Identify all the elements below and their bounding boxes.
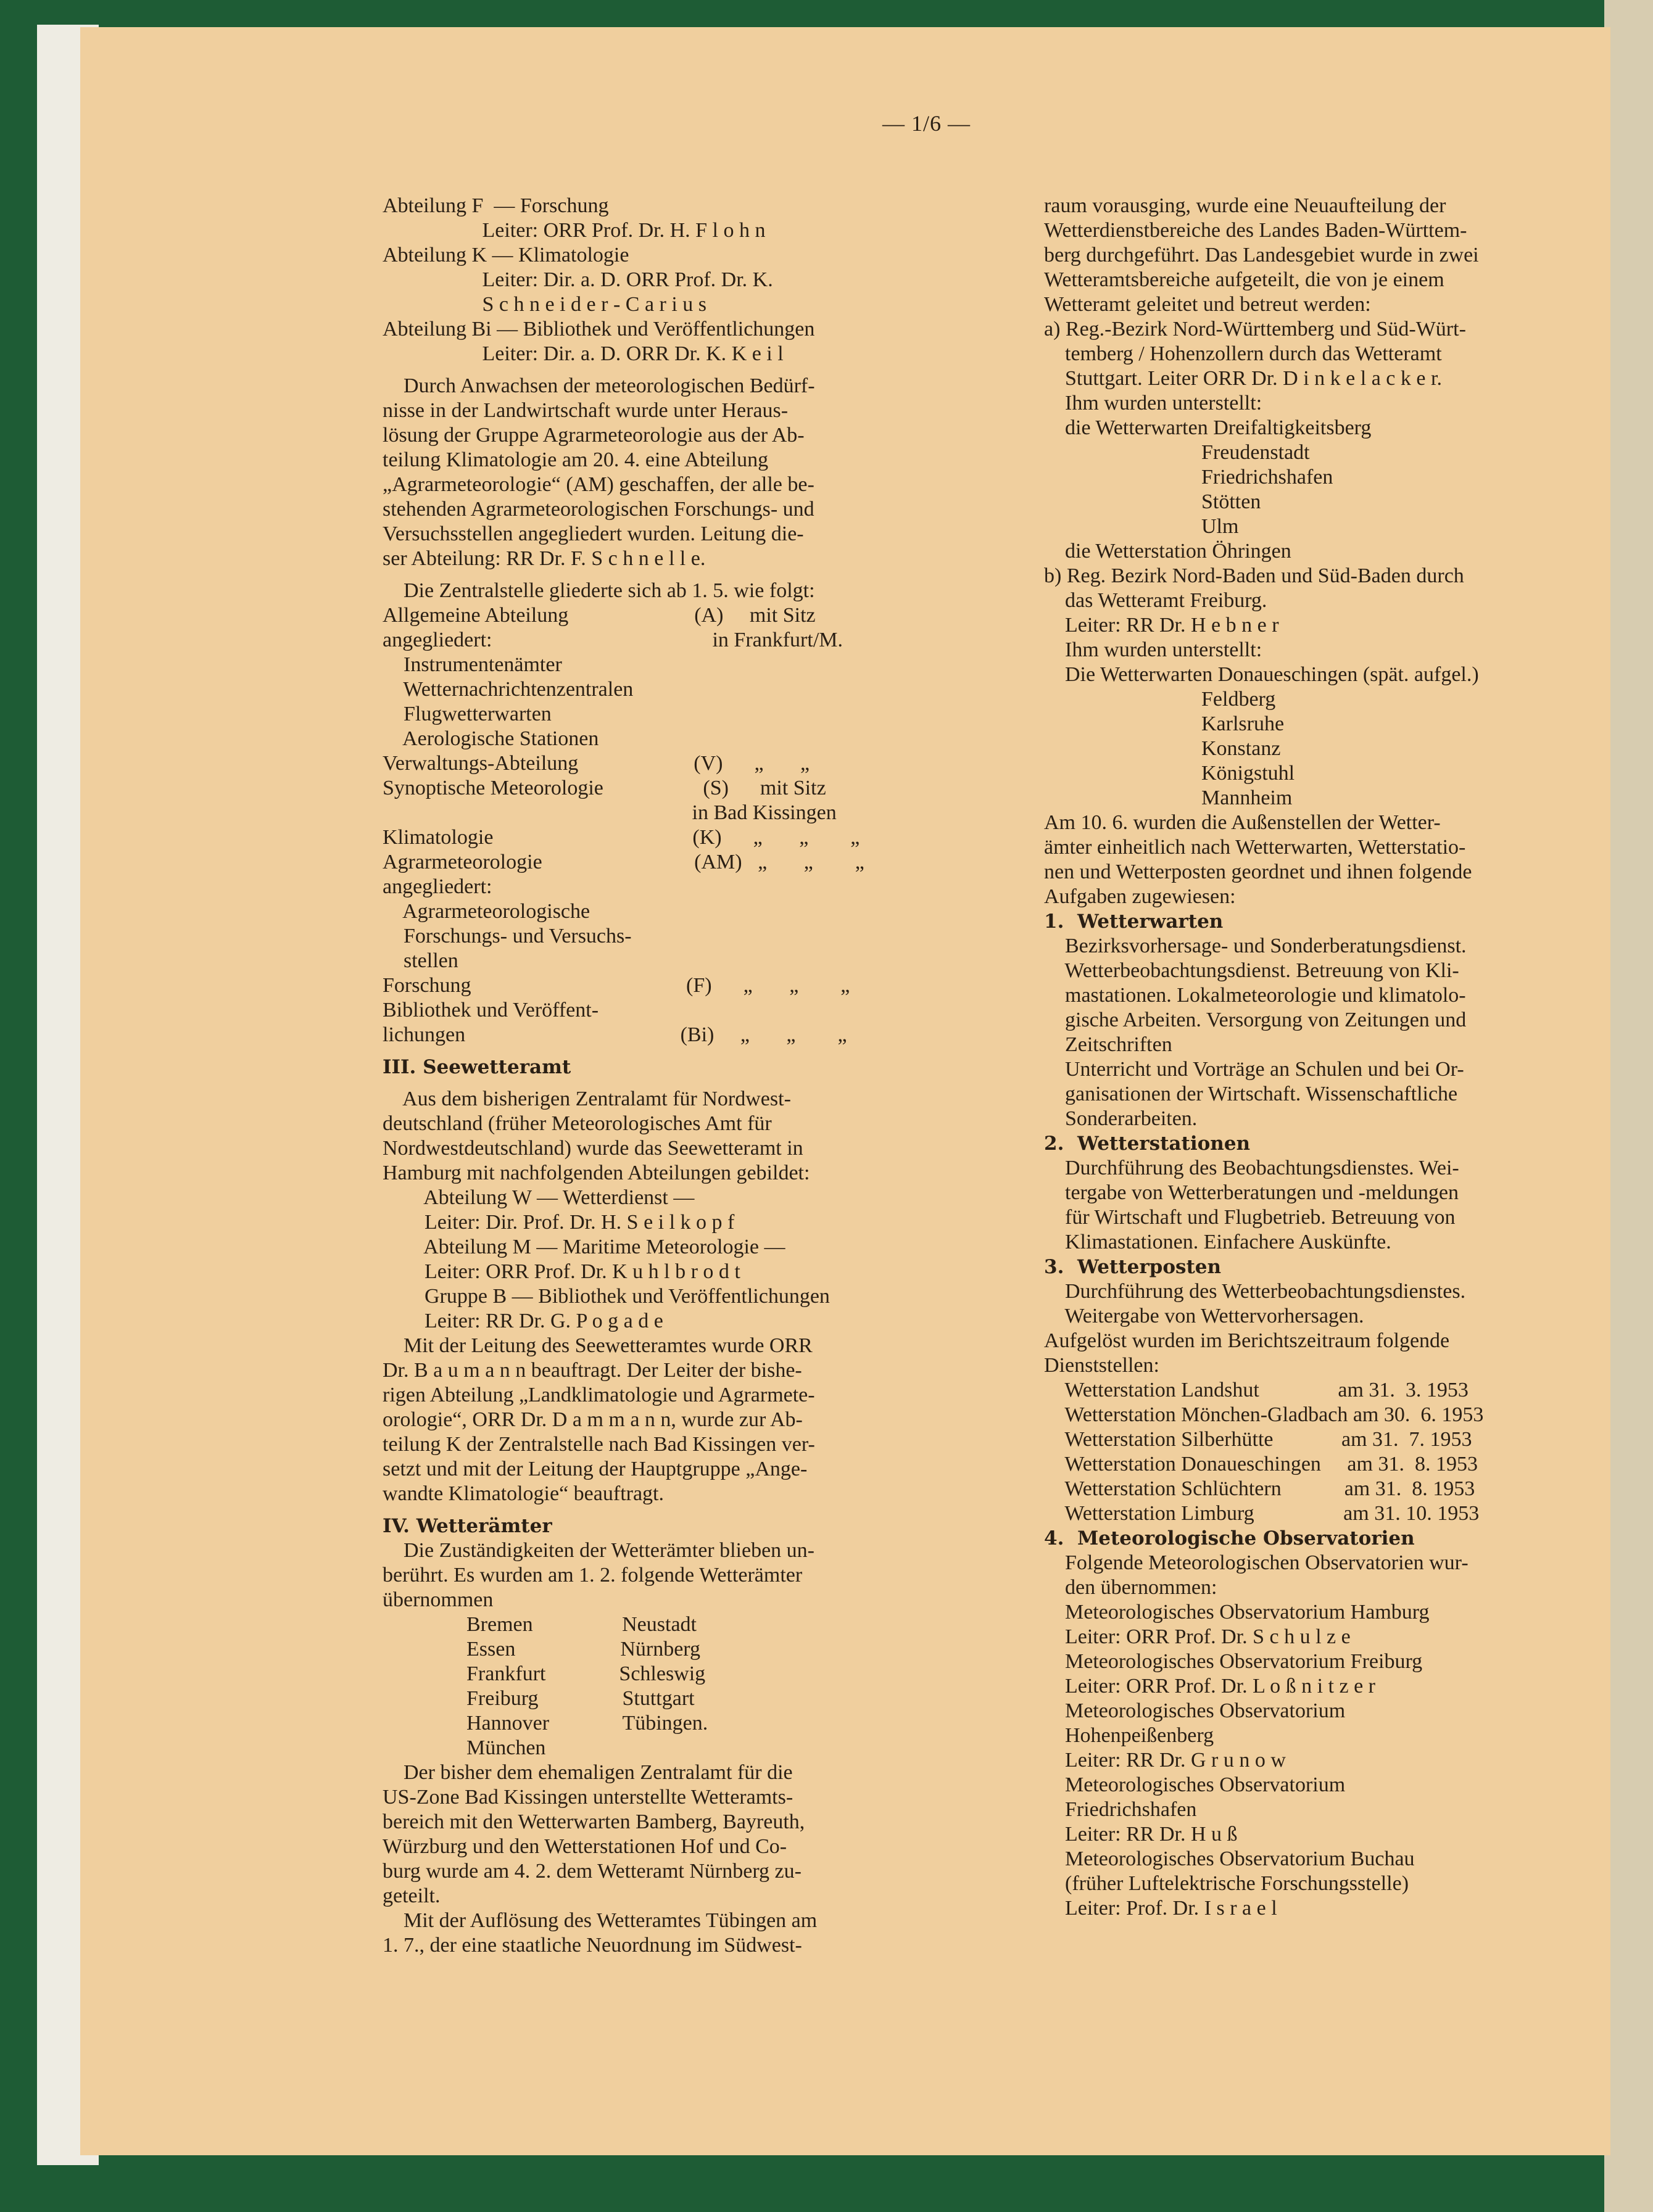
right-column-line: Durchführung des Wetterbeobachtungsdienstes.	[1044, 1280, 1466, 1303]
left-column-line: Versuchsstellen angegliedert wurden. Leitung die-	[383, 522, 804, 545]
right-column-line: Ihm wurden unterstellt:	[1044, 392, 1262, 415]
right-column-line: Leiter: ORR Prof. Dr. L o ß n i t z e r	[1044, 1675, 1375, 1698]
right-column-line: Feldberg	[1044, 688, 1276, 711]
right-column-line: Leiter: Prof. Dr. I s r a e l	[1044, 1897, 1277, 1920]
left-column-line: nisse in der Landwirtschaft wurde unter Heraus-	[383, 399, 789, 422]
left-column-line: Die Zuständigkeiten der Wetterämter blieben un-	[383, 1539, 815, 1562]
left-column-line: orologie“, ORR Dr. D a m m a n n, wurde zur Ab-	[383, 1408, 803, 1431]
right-column-line: Aufgelöst wurden im Berichtszeitraum folgende	[1044, 1329, 1450, 1352]
right-column-line: Die Wetterwarten Donaueschingen (spät. aufgel.)	[1044, 663, 1479, 686]
right-column-line: Wetterstation Limburg am 31. 10. 1953	[1044, 1502, 1480, 1525]
left-column-line: Dr. B a u m a n n beauftragt. Der Leiter der bishe-	[383, 1359, 802, 1382]
left-column-line: Aerologische Stationen	[383, 727, 599, 750]
right-column-line: Wetterstation Silberhütte am 31. 7. 1953	[1044, 1428, 1472, 1451]
left-column-line: übernommen	[383, 1588, 494, 1611]
right-column-line: Leiter: RR Dr. G r u n o w	[1044, 1749, 1286, 1772]
left-column-line: Instrumentenämter	[383, 653, 562, 676]
right-column-line: die Wetterstation Öhringen	[1044, 540, 1291, 563]
right-column-line: a) Reg.-Bezirk Nord-Württemberg und Süd-Würt-	[1044, 318, 1466, 340]
left-column-line: Durch Anwachsen der meteorologischen Bedürf-	[383, 374, 815, 397]
left-column	[383, 194, 963, 1958]
left-column-line: Mit der Leitung des Seewetteramtes wurde ORR	[383, 1334, 813, 1357]
right-column-line: Karlsruhe	[1044, 712, 1285, 735]
right-column-line: tergabe von Wetterberatungen und -meldungen	[1044, 1181, 1459, 1204]
left-column-line: setzt und mit der Leitung der Hauptgruppe „Ange-	[383, 1458, 808, 1480]
left-column-line: Wetternachrichtenzentralen	[383, 678, 634, 701]
left-column-line: Bremen Neustadt	[383, 1613, 697, 1636]
left-column-line: Hamburg mit nachfolgenden Abteilungen gebildet:	[383, 1162, 810, 1184]
right-column-line: temberg / Hohenzollern durch das Wetteramt	[1044, 342, 1442, 365]
left-column-line: Verwaltungs-Abteilung (V) „ „	[383, 752, 810, 775]
right-column-line: Am 10. 6. wurden die Außenstellen der Wetter-	[1044, 811, 1441, 834]
right-column-line: den übernommen:	[1044, 1576, 1217, 1599]
right-column-line: Leiter: ORR Prof. Dr. S c h u l z e	[1044, 1625, 1351, 1648]
left-column-line: Synoptische Meteorologie (S) mit Sitz	[383, 777, 826, 799]
right-column	[1044, 194, 1624, 1921]
left-column-line: Flugwetterwarten	[383, 703, 552, 725]
right-column-line: nen und Wetterposten geordnet und ihnen folgende	[1044, 860, 1472, 883]
left-column-line: teilung K der Zentralstelle nach Bad Kissingen ver-	[383, 1433, 815, 1456]
left-column-line: Leiter: ORR Prof. Dr. K u h l b r o d t	[383, 1260, 740, 1283]
right-column-line: die Wetterwarten Dreifaltigkeitsberg	[1044, 416, 1372, 439]
left-column-line: Forschung (F) „ „ „	[383, 974, 850, 997]
right-column-line: Meteorologisches Observatorium Freiburg	[1044, 1650, 1423, 1673]
left-column-line: lichungen (Bi) „ „ „	[383, 1023, 847, 1046]
left-column-line: Abteilung M — Maritime Meteorologie —	[383, 1236, 785, 1258]
left-column-line: Die Zentralstelle gliederte sich ab 1. 5. wie folgt:	[383, 579, 815, 602]
right-column-line: Wetterstation Mönchen-Gladbach am 30. 6. 1953	[1044, 1403, 1484, 1426]
left-column-line: Leiter: Dir. a. D. ORR Dr. K. K e i l	[383, 342, 784, 365]
left-column-line: rigen Abteilung „Landklimatologie und Agrarmete-	[383, 1384, 815, 1406]
right-column-line: Bezirksvorhersage- und Sonderberatungsdienst.	[1044, 935, 1467, 957]
paragraph-gap	[383, 1079, 963, 1087]
document-page	[80, 27, 1610, 2155]
right-column-line: Königstuhl	[1044, 762, 1295, 785]
left-column-line: Abteilung Bi — Bibliothek und Veröffentlichungen	[383, 318, 815, 340]
left-column-line: lösung der Gruppe Agrarmeteorologie aus der Ab-	[383, 424, 805, 447]
left-column-line: Allgemeine Abteilung (A) mit Sitz	[383, 604, 816, 627]
right-column-line: ämter einheitlich nach Wetterwarten, Wetterstatio-	[1044, 836, 1466, 859]
left-column-line: Abteilung K — Klimatologie	[383, 244, 629, 266]
left-column-line: Der bisher dem ehemaligen Zentralamt für die	[383, 1761, 793, 1784]
right-column-line: Folgende Meteorologischen Observatorien wur-	[1044, 1551, 1469, 1574]
left-column-line: Freiburg Stuttgart	[383, 1687, 695, 1710]
left-column-line: Agrarmeteorologische	[383, 900, 590, 923]
right-column-line: Wetteramtsbereiche aufgeteilt, die von je einem	[1044, 268, 1444, 291]
right-column-line: Meteorologisches Observatorium Buchau	[1044, 1847, 1415, 1870]
left-column-line: Leiter: ORR Prof. Dr. H. F l o h n	[383, 219, 766, 242]
right-column-line: Unterricht und Vorträge an Schulen und bei Or-	[1044, 1058, 1464, 1081]
left-column-line: S c h n e i d e r - C a r i u s	[383, 293, 707, 316]
left-column-line: Bibliothek und Veröffent-	[383, 999, 599, 1021]
right-column-line: Klimastationen. Einfachere Auskünfte.	[1044, 1231, 1391, 1253]
left-column-line: berührt. Es wurden am 1. 2. folgende Wetterämter	[383, 1564, 803, 1587]
left-column-line: burg wurde am 4. 2. dem Wetteramt Nürnberg zu-	[383, 1860, 802, 1883]
left-column-line: Leiter: Dir. a. D. ORR Prof. Dr. K.	[383, 268, 773, 291]
right-column-line: Konstanz	[1044, 737, 1281, 760]
right-column-line: Durchführung des Beobachtungsdienstes. Wei-	[1044, 1157, 1459, 1179]
right-column-line: für Wirtschaft und Flugbetrieb. Betreuung von	[1044, 1206, 1456, 1229]
right-column-line: Stuttgart. Leiter ORR Dr. D i n k e l a c k e r.	[1044, 367, 1442, 390]
left-column-line: bereich mit den Wetterwarten Bamberg, Bayreuth,	[383, 1810, 805, 1833]
left-column-line: Nordwestdeutschland) wurde das Seewetteramt in	[383, 1137, 803, 1160]
right-column-line: Aufgaben zugewiesen:	[1044, 885, 1236, 908]
left-column-line: angegliedert: in Frankfurt/M.	[383, 629, 843, 651]
paragraph-gap	[383, 1506, 963, 1514]
right-column-line: Leiter: RR Dr. H e b n e r	[1044, 614, 1279, 637]
right-column-line: Meteorologisches Observatorium	[1044, 1773, 1346, 1796]
right-column-line: Wetterdienstbereiche des Landes Baden-Württem-	[1044, 219, 1467, 242]
left-column-line: Aus dem bisherigen Zentralamt für Nordwest-	[383, 1087, 791, 1110]
right-column-line: Sonderarbeiten.	[1044, 1107, 1198, 1130]
right-column-line: Mannheim	[1044, 786, 1293, 809]
right-column-line: 1. Wetterwarten	[1044, 910, 1224, 933]
right-column-line: das Wetteramt Freiburg.	[1044, 589, 1267, 612]
right-column-line: Wetteramt geleitet und betreut werden:	[1044, 293, 1371, 316]
left-column-line: wandte Klimatologie“ beauftragt.	[383, 1482, 664, 1505]
right-column-line: Ulm	[1044, 515, 1239, 538]
right-column-line: Friedrichshafen	[1044, 466, 1333, 489]
right-column-line: (früher Luftelektrische Forschungsstelle)	[1044, 1872, 1409, 1895]
right-column-line: Dienststellen:	[1044, 1354, 1159, 1377]
left-column-line: Forschungs- und Versuchs-	[383, 925, 632, 947]
right-column-line: Wetterbeobachtungsdienst. Betreuung von Kli-	[1044, 959, 1459, 982]
left-column-line: ser Abteilung: RR Dr. F. S c h n e l l e.	[383, 547, 706, 570]
left-column-line: Abteilung F — Forschung	[383, 194, 609, 217]
left-column-line: in Bad Kissingen	[383, 801, 837, 824]
right-column-line: Meteorologisches Observatorium Hamburg	[1044, 1601, 1430, 1624]
left-column-line: deutschland (früher Meteorologisches Amt für	[383, 1112, 772, 1135]
right-column-line: Leiter: RR Dr. H u ß	[1044, 1823, 1238, 1846]
paragraph-gap	[383, 571, 963, 579]
left-column-line: Frankfurt Schleswig	[383, 1662, 706, 1685]
left-column-line: stehenden Agrarmeteorologischen Forschungs- und	[383, 498, 814, 521]
right-column-line: raum vorausging, wurde eine Neuaufteilung der	[1044, 194, 1446, 217]
right-column-line: Weitergabe von Wettervorhersagen.	[1044, 1305, 1364, 1327]
right-column-line: Meteorologisches Observatorium	[1044, 1699, 1346, 1722]
left-column-line: Essen Nürnberg	[383, 1638, 700, 1661]
right-column-line: Zeitschriften	[1044, 1033, 1172, 1056]
left-column-line: Leiter: Dir. Prof. Dr. H. S e i l k o p f	[383, 1211, 735, 1234]
right-column-line: 4. Meteorologische Observatorien	[1044, 1527, 1415, 1550]
left-column-line: Leiter: RR Dr. G. P o g a d e	[383, 1310, 663, 1332]
right-column-line: gische Arbeiten. Versorgung von Zeitungen und	[1044, 1009, 1467, 1031]
right-column-line: berg durchgeführt. Das Landesgebiet wurde in zwei	[1044, 244, 1479, 266]
left-column-line: Klimatologie (K) „ „ „	[383, 826, 860, 849]
left-column-line: Gruppe B — Bibliothek und Veröffentlichungen	[383, 1285, 830, 1308]
left-column-line: angegliedert:	[383, 875, 492, 898]
right-column-line: Wetterstation Landshut am 31. 3. 1953	[1044, 1379, 1469, 1401]
right-column-line: 3. Wetterposten	[1044, 1256, 1222, 1278]
right-column-line: Friedrichshafen	[1044, 1798, 1197, 1821]
right-column-line: Freudenstadt	[1044, 441, 1310, 464]
right-column-line: Ihm wurden unterstellt:	[1044, 638, 1262, 661]
left-column-line: Hannover Tübingen.	[383, 1712, 708, 1735]
left-column-line: III. Seewetteramt	[383, 1056, 571, 1078]
right-column-line: 2. Wetterstationen	[1044, 1133, 1251, 1155]
left-column-line: Würzburg und den Wetterstationen Hof und Co-	[383, 1835, 787, 1858]
left-column-line: München	[383, 1736, 546, 1759]
right-column-line: Hohenpeißenberg	[1044, 1724, 1214, 1747]
left-column-line: US-Zone Bad Kissingen unterstellte Wetteramts-	[383, 1786, 793, 1809]
paragraph-gap	[383, 366, 963, 374]
right-column-line: Wetterstation Donaueschingen am 31. 8. 1953	[1044, 1453, 1478, 1475]
right-column-line: mastationen. Lokalmeteorologie und klimatolo-	[1044, 984, 1466, 1007]
right-column-line: Stötten	[1044, 490, 1261, 513]
right-column-line: ganisationen der Wirtschaft. Wissenschaftliche	[1044, 1083, 1458, 1105]
left-column-line: „Agrarmeteorologie“ (AM) geschaffen, der alle be-	[383, 473, 814, 496]
left-column-line: geteilt.	[383, 1884, 441, 1907]
left-column-line: Abteilung W — Wetterdienst —	[383, 1186, 695, 1209]
left-column-line: 1. 7., der eine staatliche Neuordnung im Südwest-	[383, 1934, 802, 1957]
right-column-line: Wetterstation Schlüchtern am 31. 8. 1953	[1044, 1477, 1475, 1500]
paragraph-gap	[383, 1047, 963, 1055]
page-number: — 1/6 —	[882, 111, 971, 136]
left-column-line: Mit der Auflösung des Wetteramtes Tübingen am	[383, 1909, 818, 1932]
left-column-line: IV. Wetterämter	[383, 1515, 552, 1537]
left-column-line: Agrarmeteorologie (AM) „ „ „	[383, 851, 864, 873]
right-column-line: b) Reg. Bezirk Nord-Baden und Süd-Baden durch	[1044, 564, 1464, 587]
left-column-line: teilung Klimatologie am 20. 4. eine Abteilung	[383, 448, 769, 471]
left-column-line: stellen	[383, 949, 458, 972]
